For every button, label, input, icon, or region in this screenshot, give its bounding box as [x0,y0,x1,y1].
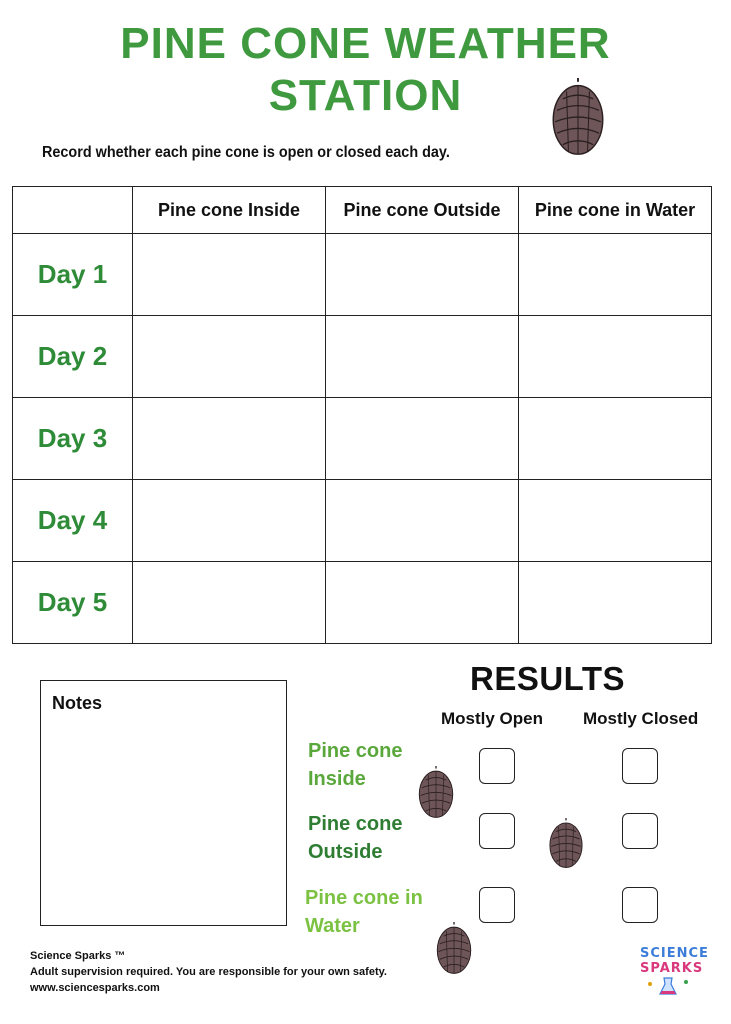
pine-cone-icon [434,922,474,976]
result-row-water-label: Pine cone in Water [305,887,423,937]
record-cell[interactable] [133,234,326,316]
header-blank-cell [13,187,133,234]
outside-closed-checkbox[interactable] [622,813,658,849]
record-cell[interactable] [326,562,519,644]
water-closed-checkbox[interactable] [622,887,658,923]
result-row-inside-label: Pine cone Inside [308,740,403,790]
header-inside: Pine cone Inside [133,187,326,234]
table-row [13,316,712,398]
record-cell[interactable] [133,398,326,480]
notes-box[interactable] [40,680,287,926]
pine-cone-icon [547,818,585,870]
outside-open-checkbox[interactable] [479,813,515,849]
results-title: RESULTS [470,660,626,697]
record-cell[interactable] [519,316,712,398]
record-cell[interactable] [326,316,519,398]
table-header-row [13,187,712,234]
inside-closed-checkbox[interactable] [622,748,658,784]
table-row [13,398,712,480]
table-row [13,562,712,644]
table-row [13,480,712,562]
day-label: Day 1 [13,234,133,316]
day-label: Day 4 [13,480,133,562]
pine-cone-icon [416,766,456,820]
record-cell[interactable] [519,234,712,316]
record-cell[interactable] [133,480,326,562]
science-sparks-logo: SCIENCE SPARKS [640,946,696,1000]
day-label: Day 2 [13,316,133,398]
record-cell[interactable] [326,398,519,480]
record-cell[interactable] [519,562,712,644]
footer-url[interactable]: www.sciencesparks.com [30,982,160,994]
record-cell[interactable] [326,480,519,562]
water-open-checkbox[interactable] [479,887,515,923]
footer-brand: Science Sparks ™ [30,950,126,962]
day-label: Day 5 [13,562,133,644]
footer-safety: Adult supervision required. You are responsible for your own safety. [30,966,387,978]
observation-table [12,186,712,644]
record-cell[interactable] [519,398,712,480]
notes-label: Notes [52,693,103,713]
mostly-closed-header: Mostly Closed [583,709,699,728]
record-cell[interactable] [519,480,712,562]
result-row-outside-label: Pine cone Outside [308,813,403,863]
page-title-line1: PINE CONE WEATHER [120,19,611,68]
day-label: Day 3 [13,398,133,480]
record-cell[interactable] [326,234,519,316]
inside-open-checkbox[interactable] [479,748,515,784]
instructions: Record whether each pine cone is open or closed each day. [42,144,450,161]
record-cell[interactable] [133,562,326,644]
flask-icon [640,976,696,996]
pine-cone-icon [548,78,608,158]
header-water: Pine cone in Water [519,187,712,234]
record-cell[interactable] [133,316,326,398]
header-outside: Pine cone Outside [326,187,519,234]
table-row [13,234,712,316]
mostly-open-header: Mostly Open [441,709,544,728]
page-title-line2: STATION [268,71,463,120]
